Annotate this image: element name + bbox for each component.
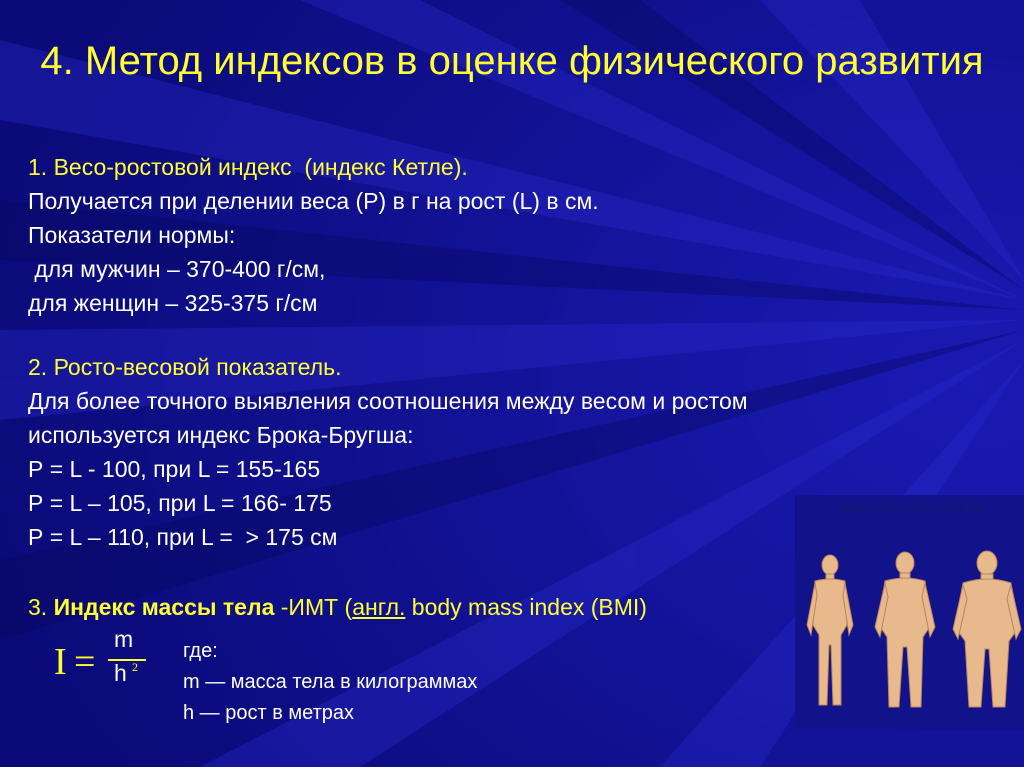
h-definition: h — рост в метрах xyxy=(183,702,354,724)
m-definition: m — масса тела в килограммах xyxy=(183,671,478,693)
formula-line: Р = L - 100, при L = 155-165 xyxy=(28,456,321,482)
formula-lhs: I xyxy=(54,641,67,683)
formula-line: Р = L – 105, при L = 166- 175 xyxy=(28,490,332,516)
text-line: Получается при делении веса (Р) в г на рост (L) в см. xyxy=(28,188,599,214)
text-line: Показатели нормы: xyxy=(28,222,236,248)
section-3-heading xyxy=(28,590,647,624)
text-line: Для более точного выявления соотношения между весом и ростом xyxy=(28,388,748,414)
bmi-bold-label: Индекс массы тела xyxy=(53,594,275,620)
bmi-formula xyxy=(50,626,160,696)
text-line: используется индекс Брока-Бругша: xyxy=(28,422,414,448)
bmi-prefix: 3. xyxy=(28,594,54,620)
where-label: где: xyxy=(183,640,218,662)
text-line: для мужчин – 370-400 г/см, xyxy=(28,256,326,282)
formula-line: Р = L – 110, при L = > 175 см xyxy=(28,524,338,550)
section-1-heading: 1. Весо-ростовой индекс (индекс Кетле). xyxy=(28,154,468,180)
bmi-body-figures-image xyxy=(795,495,1024,730)
formula-equals: = xyxy=(74,641,96,683)
english-link[interactable]: англ. xyxy=(352,594,406,620)
slide-title: 4. Метод индексов в оценке физического развития xyxy=(40,39,984,83)
bmi-mid: -ИМТ ( xyxy=(274,594,353,620)
formula-legend xyxy=(183,636,477,729)
formula-denominator: h xyxy=(114,660,127,686)
section-2-heading: 2. Росто-весовой показатель. xyxy=(28,354,342,380)
formula-numerator: m xyxy=(114,626,134,652)
text-line: для женщин – 325-375 г/см xyxy=(28,290,318,316)
bmi-image-title: Obesity and Body Mass Index (BMI) xyxy=(839,503,985,513)
bmi-suffix: body mass index (BMI) xyxy=(405,594,647,620)
formula-exponent: 2 xyxy=(132,660,138,674)
